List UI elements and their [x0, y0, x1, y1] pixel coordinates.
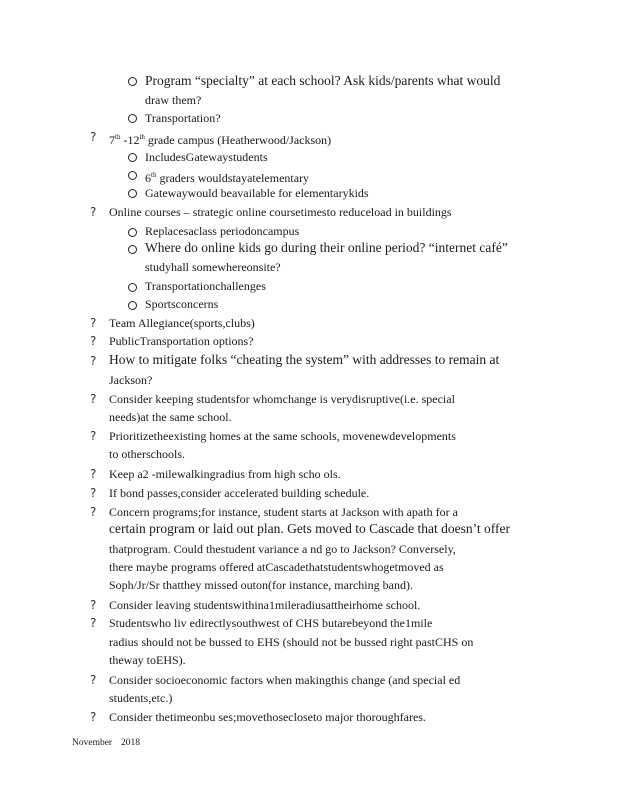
list-item-line: 7th -12th grade campus (Heatherwood/Jackson) — [109, 133, 332, 147]
sub-bullet-icon — [128, 228, 137, 237]
list-item-line: there maybe programs offered atCascadethatstudentswhogetmoved as — [109, 560, 444, 574]
list-item-line: 6th graders wouldstayatelementary — [145, 171, 310, 185]
list-item-line: Team Allegiance(sports,clubs) — [109, 316, 255, 330]
list-item-line: If bond passes,consider accelerated building schedule. — [109, 486, 370, 500]
list-item-line: theway toEHS). — [109, 653, 186, 667]
list-item-line: Consider socioeconomic factors when makingthis change (and special ed — [109, 673, 461, 687]
bullet-glyph: ? — [90, 467, 97, 481]
list-item-line: Keep a2 -milewalkingradius from high scho ols. — [109, 467, 341, 481]
footer-month: November — [72, 738, 113, 748]
list-item-line: Transportation? — [145, 111, 221, 125]
list-item-line: draw them? — [145, 93, 202, 107]
bullet-glyph: ? — [90, 673, 97, 687]
list-item-line: Jackson? — [109, 373, 153, 387]
list-item-line: Studentswho liv edirectlysouthwest of CHS butarebeyond the1mile — [109, 616, 433, 630]
sub-bullet-icon — [128, 245, 137, 254]
list-item-line: IncludesGatewaystudents — [145, 150, 268, 164]
list-item-line: Consider keeping studentsfor whomchange is verydisruptive(i.e. special — [109, 392, 455, 406]
bullet-glyph: ? — [90, 429, 97, 443]
list-item-line: to otherschools. — [109, 447, 185, 461]
list-item-line: Where do online kids go during their online period? “internet café” — [145, 240, 508, 255]
list-item-line: certain program or laid out plan. Gets moved to Cascade that doesn’t offer — [109, 521, 511, 536]
list-item-line: Consider thetimeonbu ses;movethosecloseto major thoroughfares. — [109, 710, 426, 724]
sub-bullet-icon — [128, 114, 137, 123]
list-item-line: Prioritizetheexisting homes at the same schools, movenewdevelopments — [109, 429, 456, 443]
bullet-glyph: ? — [90, 130, 97, 144]
sub-bullet-icon — [128, 283, 137, 292]
list-item-line: studyhall somewhereonsite? — [145, 260, 281, 274]
list-item-line: PublicTransportation options? — [109, 334, 254, 348]
list-item-line: Concern programs;for instance, student starts at Jackson with apath for a — [109, 505, 458, 519]
bullet-glyph: ? — [90, 205, 97, 219]
bullet-glyph: ? — [90, 354, 97, 368]
sub-bullet-icon — [128, 301, 137, 310]
bullet-glyph: ? — [90, 710, 97, 724]
list-item-line: Gatewaywould beavailable for elementarykids — [145, 186, 369, 200]
list-item-line: radius should not be bussed to EHS (should not be bussed right pastCHS on — [109, 635, 474, 649]
list-item-line: Program “specialty” at each school? Ask kids/parents what would — [145, 73, 501, 88]
list-item-line: Sportsconcerns — [145, 297, 219, 311]
bullet-glyph: ? — [90, 392, 97, 406]
bullet-glyph: ? — [90, 598, 97, 612]
list-item-line: Replacesaclass periodoncampus — [145, 224, 300, 238]
list-item-line: Consider leaving studentswithina1mileradiusattheirhome school. — [109, 598, 421, 612]
list-item-line: thatprogram. Could thestudent variance a nd go to Jackson? Conversely, — [109, 542, 456, 556]
bullet-glyph: ? — [90, 505, 97, 519]
list-item-line: Soph/Jr/Sr thatthey missed outon(for instance, marching band). — [109, 578, 413, 592]
sub-bullet-icon — [128, 77, 137, 86]
bullet-glyph: ? — [90, 616, 97, 630]
list-item-line: students,etc.) — [109, 691, 173, 705]
bullet-glyph: ? — [90, 316, 97, 330]
sub-bullet-icon — [128, 189, 137, 198]
list-item-line: Transportationchallenges — [145, 279, 266, 293]
sub-bullet-icon — [128, 171, 137, 180]
list-item-line: How to mitigate folks “cheating the system” with addresses to remain at — [109, 352, 500, 367]
footer-year: 2018 — [121, 738, 140, 748]
list-item-line: Online courses – strategic online coursetimesto reduceload in buildings — [109, 205, 452, 219]
bullet-glyph: ? — [90, 486, 97, 500]
bullet-glyph: ? — [90, 334, 97, 348]
sub-bullet-icon — [128, 153, 137, 162]
list-item-line: needs)at the same school. — [109, 410, 232, 424]
